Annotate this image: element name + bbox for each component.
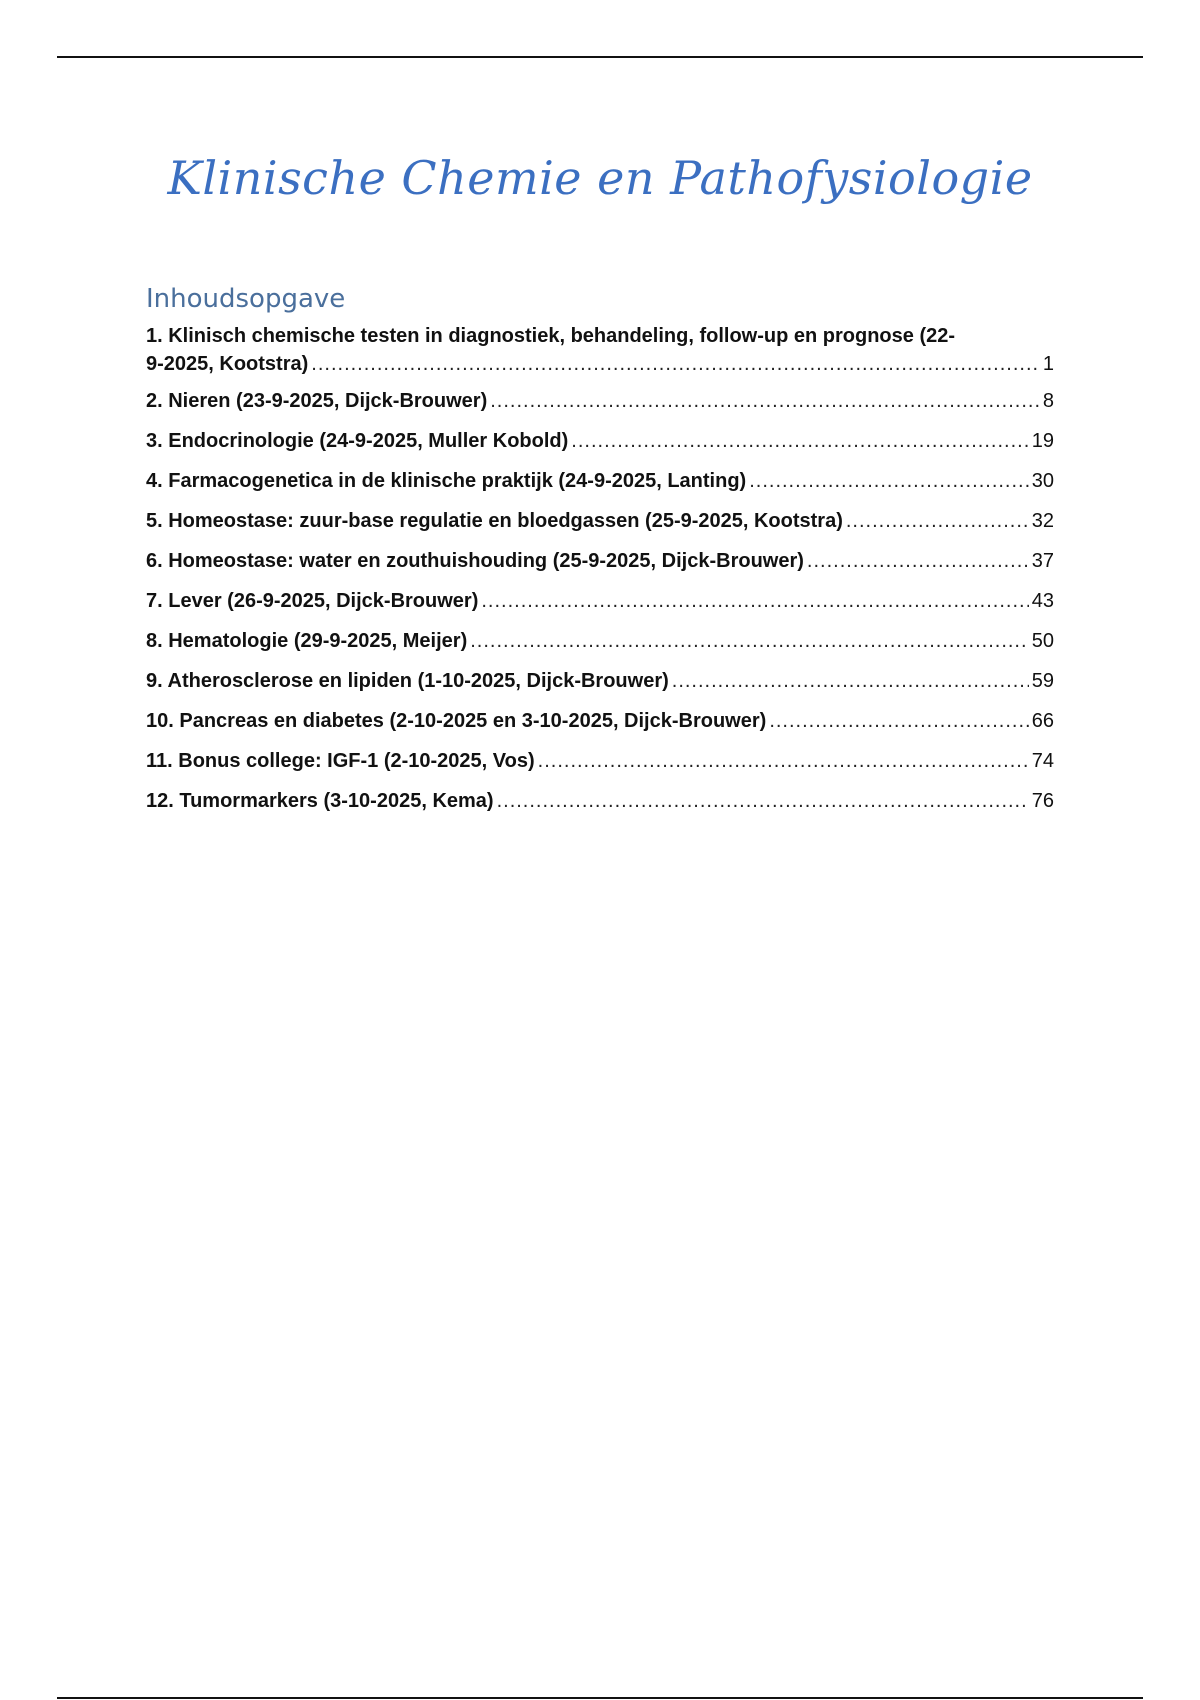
toc-entry-label: 8. Hematologie (29-9-2025, Meijer) [146,630,468,652]
dot-leader [538,747,1029,775]
toc-entry[interactable] [146,707,1054,735]
toc-entry[interactable] [146,667,1054,695]
dot-leader [672,667,1029,695]
toc-entry-label: 10. Pancreas en diabetes (2-10-2025 en 3-10-2025, Dijck-Brouwer) [146,710,767,732]
toc-page-number: 8 [1042,390,1054,412]
toc-page-number: 43 [1031,590,1054,612]
toc-entry-label: 9. Atherosclerose en lipiden (1-10-2025, Dijck-Brouwer) [146,670,669,692]
toc-page-number: 30 [1031,470,1054,492]
dot-leader [749,467,1029,495]
toc-entry[interactable] [146,387,1054,415]
dot-leader [490,387,1039,415]
dot-leader [846,507,1029,535]
toc-page-number: 19 [1031,430,1054,452]
table-of-contents [146,322,1054,827]
toc-entry[interactable] [146,587,1054,615]
dot-leader [769,707,1028,735]
toc-entry-label: 5. Homeostase: zuur-base regulatie en bloedgassen (25-9-2025, Kootstra) [146,510,843,532]
toc-entry-label: 2. Nieren (23-9-2025, Dijck-Brouwer) [146,390,488,412]
toc-entry-label: 1. Klinisch chemische testen in diagnostiek, behandeling, follow-up en prognose (22- [146,325,956,347]
toc-page-number: 37 [1031,550,1054,572]
dot-leader [470,627,1029,655]
dot-leader [571,427,1028,455]
toc-page-number: 59 [1031,670,1054,692]
dot-leader [481,587,1028,615]
toc-entry[interactable] [146,507,1054,535]
toc-entry-label: 7. Lever (26-9-2025, Dijck-Brouwer) [146,590,479,612]
toc-heading: Inhoudsopgave [146,284,346,314]
document-title: Klinische Chemie en Pathofysiologie [167,151,1033,205]
toc-entry-label: 9-2025, Kootstra) [146,353,309,375]
toc-entry-label: 4. Farmacogenetica in de klinische praktijk (24-9-2025, Lanting) [146,470,747,492]
toc-entry[interactable] [146,747,1054,775]
toc-page-number: 32 [1031,510,1054,532]
toc-entry[interactable] [146,427,1054,455]
toc-entry-label: 6. Homeostase: water en zouthuishouding (25-9-2025, Dijck-Brouwer) [146,550,804,572]
toc-entry[interactable] [146,547,1054,575]
toc-page-number: 76 [1031,790,1054,812]
dot-leader [497,787,1029,815]
toc-page-number: 74 [1031,750,1054,772]
toc-page-number: 66 [1031,710,1054,732]
toc-entry[interactable] [146,467,1054,495]
footer-rule [57,1697,1143,1699]
toc-entry[interactable] [146,322,1054,378]
toc-entry-label: 3. Endocrinologie (24-9-2025, Muller Kobold) [146,430,569,452]
toc-entry[interactable] [146,627,1054,655]
toc-entry-label: 12. Tumormarkers (3-10-2025, Kema) [146,790,494,812]
toc-entry-label: 11. Bonus college: IGF-1 (2-10-2025, Vos) [146,750,535,772]
toc-page-number: 1 [1042,353,1054,375]
header-rule [57,56,1143,58]
dot-leader [807,547,1029,575]
toc-entry[interactable] [146,787,1054,815]
dot-leader [311,350,1039,378]
toc-page-number: 50 [1031,630,1054,652]
